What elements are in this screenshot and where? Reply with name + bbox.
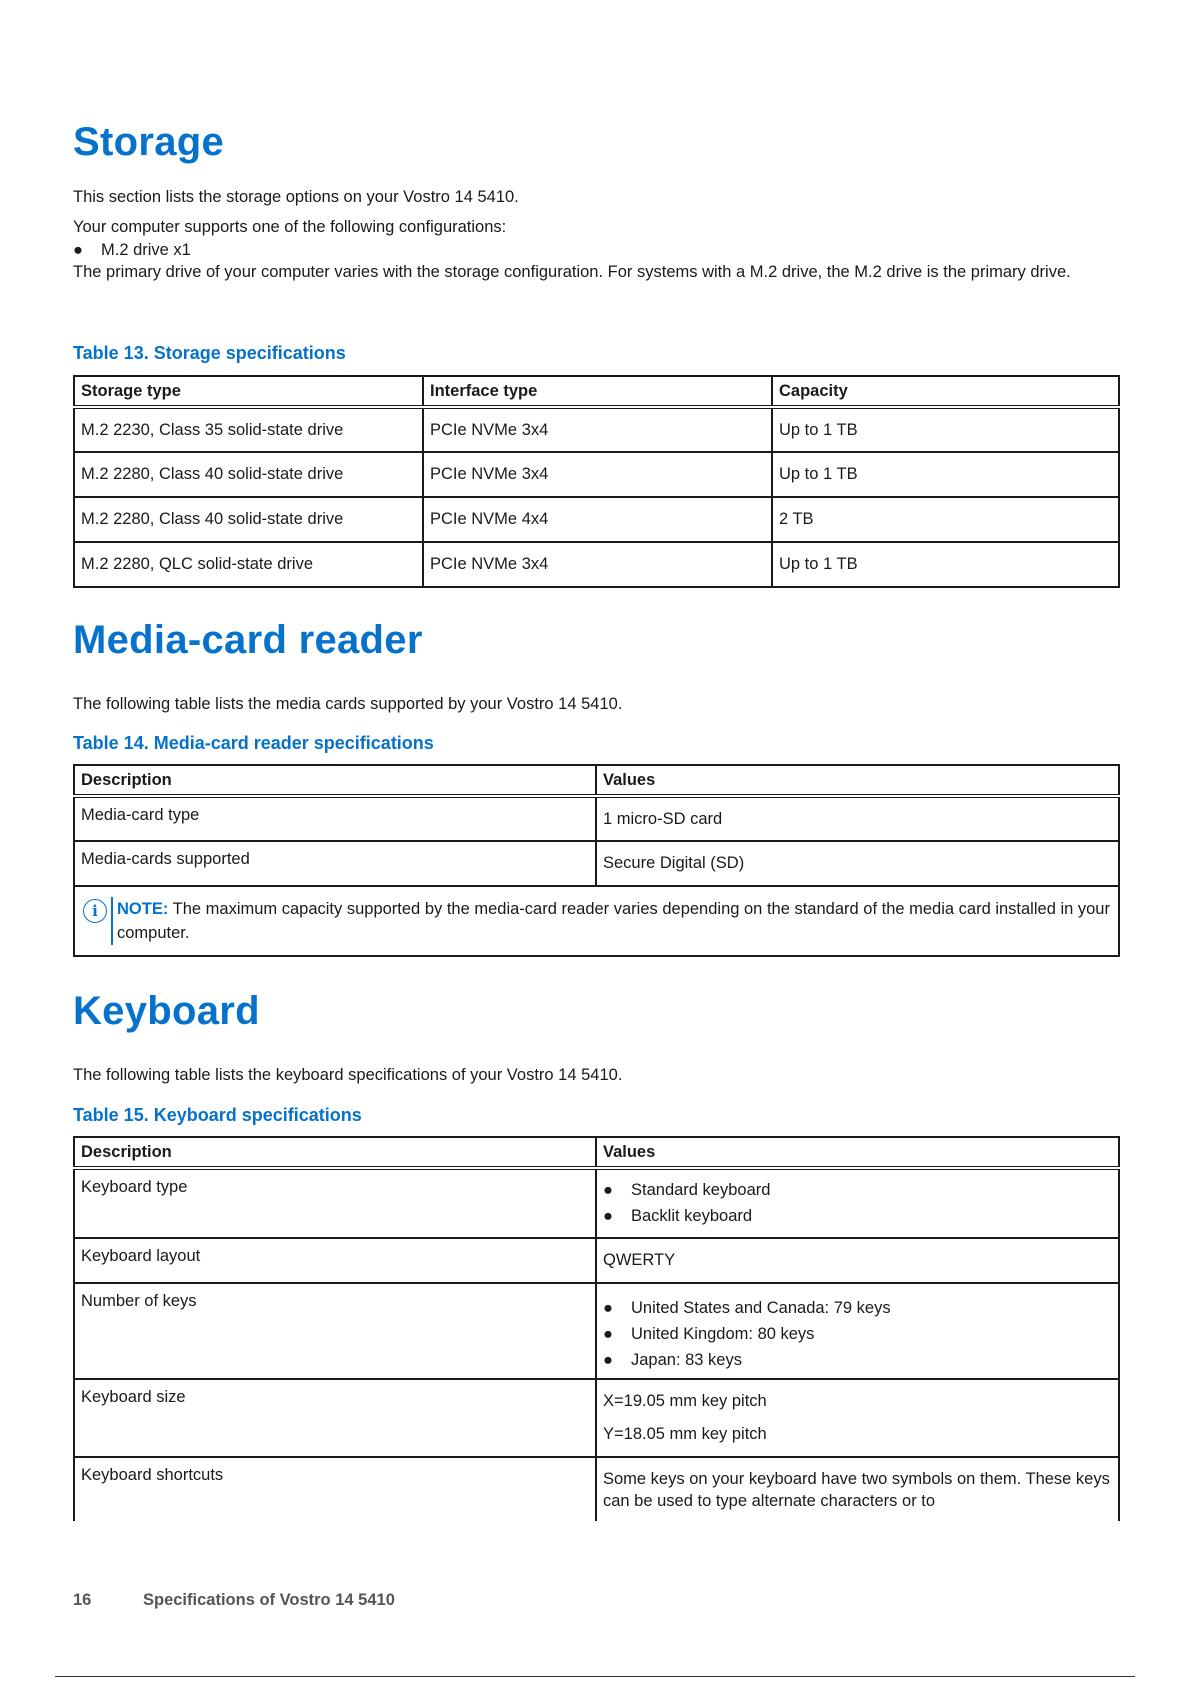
storage-intro: This section lists the storage options on your Vostro 14 5410.: [73, 188, 519, 206]
bullet-icon: ●: [73, 241, 83, 259]
column-header: Description: [74, 765, 596, 796]
note-label: NOTE:: [117, 900, 169, 918]
storage-heading: Storage: [73, 120, 225, 164]
media-table-caption: Table 14. Media-card reader specifications: [73, 733, 434, 753]
table-row: Keyboard type ● Standard keyboard ● Backlit keyboard: [74, 1168, 1119, 1238]
keyboard-type-list: [603, 1176, 1112, 1228]
media-heading: Media-card reader: [73, 618, 423, 662]
keyboard-heading: Keyboard: [73, 989, 260, 1033]
keyboard-table: [73, 1136, 1120, 1521]
page-number: 16: [73, 1591, 92, 1609]
storage-config-intro: Your computer supports one of the following configurations:: [73, 218, 507, 236]
table-row: Keyboard layout QWERTY: [74, 1238, 1119, 1283]
column-header: Capacity: [772, 376, 1119, 407]
note-row: [74, 886, 1119, 956]
table-row: M.2 2280, Class 40 solid-state drive PCIe NVMe 4x4 2 TB: [74, 497, 1119, 542]
note-callout: [83, 897, 1110, 945]
table-row: Number of keys ● United States and Canada: 79 keys ● United Kingdom: 80 keys ● Japan: 83 keys: [74, 1283, 1119, 1379]
media-intro: The following table lists the media cards supported by your Vostro 14 5410.: [73, 695, 623, 713]
keyboard-keys-list: [603, 1290, 1112, 1372]
info-icon: i: [83, 899, 107, 923]
list-item: ● United Kingdom: 80 keys: [603, 1320, 1112, 1346]
storage-primary-note: The primary drive of your computer varies with the storage configuration. For systems with a M.2 drive, the M.2 drive is the primary drive.: [73, 263, 1071, 281]
keyboard-table-caption: Table 15. Keyboard specifications: [73, 1105, 362, 1125]
keyboard-intro: The following table lists the keyboard specifications of your Vostro 14 5410.: [73, 1066, 623, 1084]
table-row: M.2 2280, QLC solid-state drive PCIe NVMe 3x4 Up to 1 TB: [74, 542, 1119, 587]
column-header: Values: [596, 765, 1119, 796]
list-item: ● Japan: 83 keys: [603, 1346, 1112, 1372]
table-header-row: [74, 765, 1119, 796]
bullet-icon: ●: [603, 1181, 613, 1199]
table-row: Keyboard size X=19.05 mm key pitch Y=18.05 mm key pitch: [74, 1379, 1119, 1457]
note-text: The maximum capacity supported by the media-card reader varies depending on the standard of the media card installed in your computer.: [117, 900, 1110, 942]
column-header: Storage type: [74, 376, 423, 407]
table-row: M.2 2230, Class 35 solid-state drive PCIe NVMe 3x4 Up to 1 TB: [74, 407, 1119, 452]
media-table: [73, 764, 1120, 957]
footer-title: Specifications of Vostro 14 5410: [143, 1591, 395, 1609]
table-row: Media-card type 1 micro-SD card: [74, 796, 1119, 841]
table-row: Keyboard shortcuts Some keys on your keyboard have two symbols on them. These keys can be used to type alternate characters or to: [74, 1457, 1119, 1521]
bullet-icon: ●: [603, 1351, 613, 1369]
table-row: Media-cards supported Secure Digital (SD): [74, 841, 1119, 886]
table-row: M.2 2280, Class 40 solid-state drive PCIe NVMe 3x4 Up to 1 TB: [74, 452, 1119, 497]
column-header: Values: [596, 1137, 1119, 1168]
storage-table: [73, 375, 1120, 588]
storage-table-caption: Table 13. Storage specifications: [73, 343, 346, 363]
list-item: ● Standard keyboard: [603, 1176, 1112, 1202]
list-item: ● United States and Canada: 79 keys: [603, 1294, 1112, 1320]
footer-divider: [55, 1676, 1135, 1677]
column-header: Interface type: [423, 376, 772, 407]
bullet-icon: ●: [603, 1207, 613, 1225]
bullet-icon: ●: [603, 1325, 613, 1343]
table-header-row: [74, 376, 1119, 407]
column-header: Description: [74, 1137, 596, 1168]
page-footer: [73, 1591, 395, 1610]
bullet-icon: ●: [603, 1299, 613, 1317]
storage-config-item: ● M.2 drive x1: [73, 241, 191, 259]
list-item: ● Backlit keyboard: [603, 1202, 1112, 1228]
table-header-row: [74, 1137, 1119, 1168]
